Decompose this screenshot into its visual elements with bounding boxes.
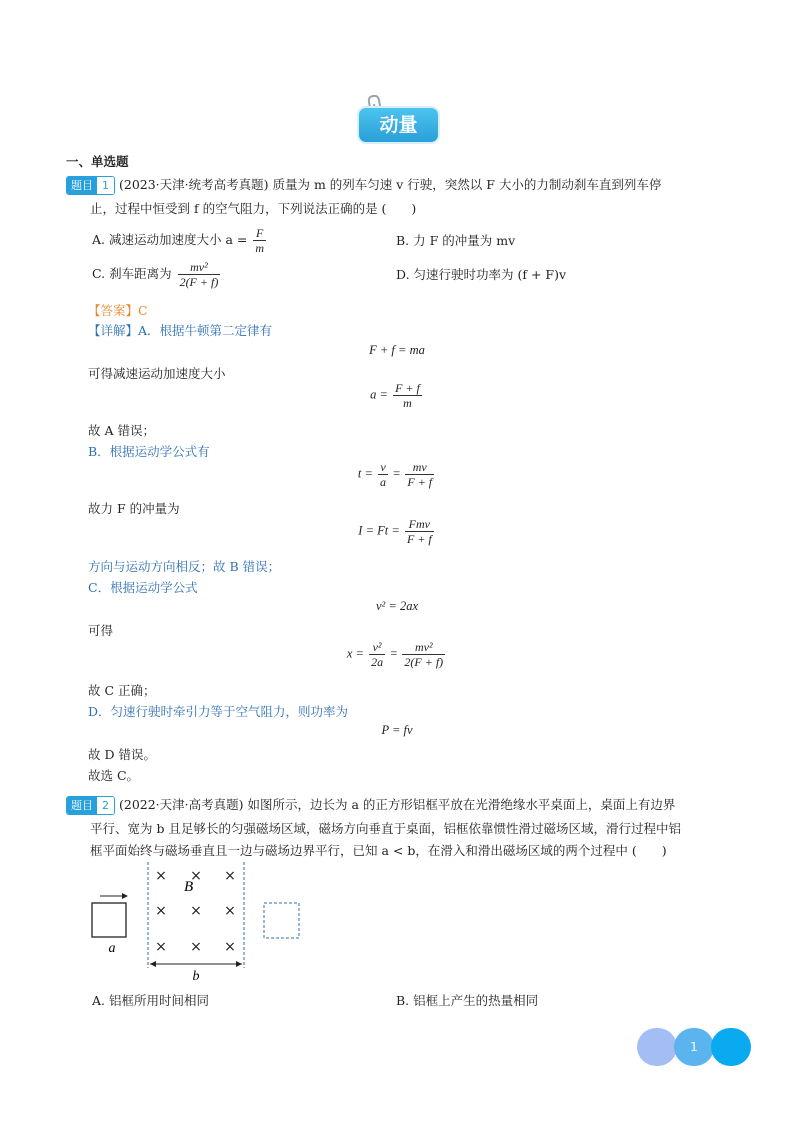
detail-text-4: 故力 F 的冲量为 (88, 501, 180, 516)
answer: 【答案】C (88, 303, 148, 318)
question-2-text: (2022·天津·高考真题) 如图所示，边长为 a 的正方形铝框平放在光滑绝缘水平桌面上，桌面上有边界 (118, 797, 676, 812)
q2-option-a: A. 铝框所用时间相同 (92, 993, 209, 1008)
field-cross: × (224, 903, 236, 919)
equation-3: t = $\frac{v}{a}$ = $\frac{mv}{F + f}$ (357, 460, 433, 489)
page-decor-circle-right (711, 1028, 751, 1066)
detail-text-3: B．根据运动学公式有 (88, 444, 210, 459)
question-1-line-2: 止，过程中恒受到 f 的空气阻力，下列说法正确的是 ( ) (90, 201, 417, 216)
section-heading: 一、单选题 (66, 154, 129, 169)
detail-intro: 【详解】A．根据牛顿第二定律有 (88, 323, 273, 338)
question-tag: 题目 1 (66, 176, 115, 195)
detail-text-2: 故 A 错误； (88, 423, 155, 438)
question-1-line-1 (66, 175, 661, 195)
equation-6: x = $\frac{\text{v²}}{2a}$ = $\frac{\text{mv²}}{2(F + f)}$ (346, 640, 444, 669)
field-cross: × (190, 939, 202, 955)
detail-text-8: 故 C 正确； (88, 683, 156, 698)
page-number: 1 (674, 1028, 714, 1066)
question-2-line-1 (66, 795, 675, 815)
equation-1: F + f = ma (369, 343, 425, 357)
field-cross: × (190, 903, 202, 919)
detail-text-1: 可得减速运动加速度大小 (88, 366, 226, 381)
aluminum-frame (92, 903, 126, 937)
field-cross: × (224, 939, 236, 955)
question-tag: 题目 2 (66, 796, 115, 815)
magnetic-field-figure (86, 860, 306, 982)
field-cross: × (190, 868, 202, 884)
option-d: D. 匀速行驶时功率为 (f + F)v (396, 267, 567, 282)
field-cross: × (224, 868, 236, 884)
option-b: B. 力 F 的冲量为 mv (396, 233, 516, 248)
equation-7: P = fv (381, 723, 413, 737)
detail-text-10: 故 D 错误。 (88, 747, 156, 762)
question-1-text: (2023·天津·统考高考真题) 质量为 m 的列车匀速 v 行驶，突然以 F 大小的力制动刹车直到列车停 (118, 177, 662, 192)
page-title: 动量 (359, 108, 438, 142)
detail-text-7: 可得 (88, 623, 114, 638)
label-b: b (192, 969, 200, 982)
label-a: a (108, 941, 116, 956)
field-cross: × (155, 903, 167, 919)
option-c: C. 刹车距离为 $\frac{\text{mv²}}{2(F + f)}$ (92, 260, 219, 289)
q2-option-b: B. 铝框上产生的热量相同 (396, 993, 539, 1008)
velocity-arrowhead (122, 893, 128, 899)
frame-after-exit (264, 903, 299, 938)
equation-4: I = Ft = $\frac{\text{Fmv}}{F + f}$ (358, 517, 432, 546)
equation-2: a = $\frac{F + f}{m}$ (370, 381, 420, 410)
field-crosses (155, 868, 236, 955)
detail-text-9: D．匀速行驶时牵引力等于空气阻力，则功率为 (88, 704, 349, 719)
field-cross: × (155, 939, 167, 955)
label-B: B (184, 879, 194, 895)
option-a: A. 减速运动加速度大小 a = $\frac{F}{m}$ (92, 226, 265, 255)
field-cross: × (155, 868, 167, 884)
page-decor-circle-left (637, 1028, 677, 1066)
question-2-line-2: 平行、宽为 b 且足够长的匀强磁场区域，磁场方向垂直于桌面，铝框依靠惯性滑过磁场区域，滑行过程中铝 (90, 821, 681, 836)
detail-text-6: C．根据运动学公式 (88, 580, 198, 595)
equation-5: v² = 2ax (375, 599, 419, 613)
detail-text-5: 方向与运动方向相反；故 B 错误； (88, 559, 281, 574)
question-2-line-3: 框平面始终与磁场垂直且一边与磁场边界平行，已知 a < b，在滑入和滑出磁场区域的两个过程中 ( ) (90, 843, 667, 858)
detail-text-11: 故选 C。 (88, 768, 140, 783)
